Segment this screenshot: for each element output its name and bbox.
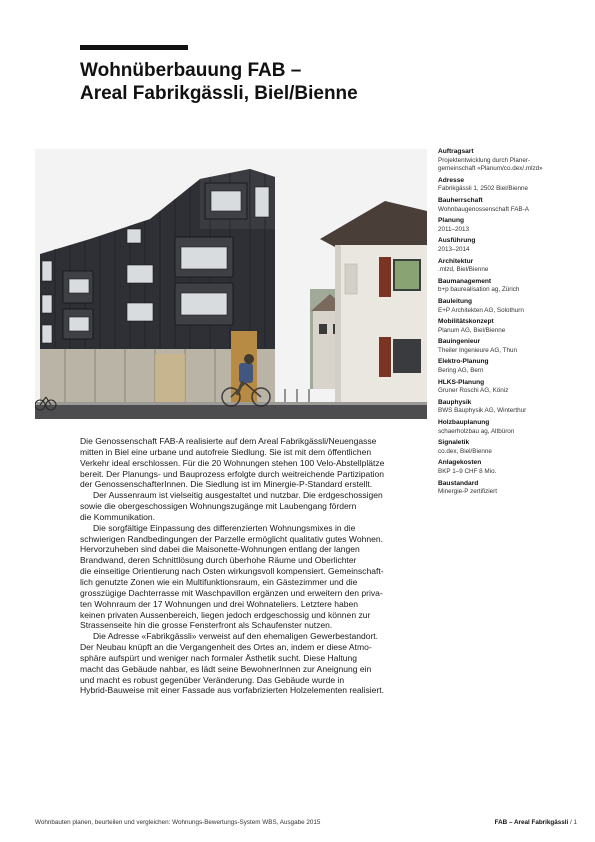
body-line: Der Neubau knüpft an die Vergangenheit des Ortes an, indem er diese Atmo-: [80, 642, 372, 653]
body-line: der GenossenschafterInnen. Die Siedlung ist im Minergie-P-Standard erstellt.: [80, 479, 373, 490]
body-line: Die Adresse «Fabrikgässli» verweist auf den ehemaligen Gewerbestandort.: [93, 631, 379, 642]
fact-label: Bauphysik: [438, 398, 472, 406]
fact-value: Gruner Roschi AG, Köniz: [438, 387, 509, 395]
fact-value: Theiler Ingenieure AG, Thun: [438, 346, 517, 354]
body-line: schwierigen Randbedingungen der Parzelle ermöglicht qualitativ gutes Wohnen.: [80, 533, 383, 544]
body-line: lich genutzte Zonen wie ein Multifunktionsraum, ein Gästezimmer und die: [80, 576, 358, 587]
fact-item: [438, 459, 588, 476]
body-line: Der Aussenraum ist vielseitig ausgestaltet und nutzbar. Die erdgeschossigen: [93, 490, 383, 501]
footer-project-name: FAB – Areal Fabrikgässli: [494, 819, 569, 826]
fact-label: Signaletik: [438, 439, 470, 447]
fact-label: Adresse: [438, 176, 465, 184]
building-photo: [35, 149, 427, 419]
fact-value: Fabrikgässli 1, 2502 Biel/Bienne: [438, 185, 528, 193]
fact-item: [438, 480, 588, 497]
fact-value: 2011–2013: [438, 225, 470, 233]
fact-label: Baustandard: [438, 479, 479, 487]
body-line: keinen privaten Aussenbereich, liegen jedoch erdgeschossig und können zur: [80, 609, 371, 620]
fact-item: [438, 399, 588, 416]
fact-label: Holzbauplanung: [438, 419, 490, 427]
title-line-1: Wohnüberbauung FAB –: [80, 60, 302, 81]
fact-value: E+P Architekten AG, Solothurn: [438, 306, 524, 314]
body-paragraph: [80, 490, 427, 523]
fact-item: [438, 278, 588, 295]
body-line: sphäre aufspürt und weniger nach formaler Ästhetik sucht. Diese Haltung: [80, 652, 357, 663]
fact-value: Bering AG, Bern: [438, 367, 484, 375]
fact-item: [438, 298, 588, 315]
fact-value: Wohnbaugenossenschaft FAB-A: [438, 205, 529, 213]
body-line: Die Genossenschaft FAB-A realisierte auf dem Areal Fabrikgässli/Neuengasse: [80, 436, 377, 446]
body-line: die einseitige Orientierung nach Osten wirkungsvoll kompensiert. Gemeinschaft-: [80, 566, 384, 577]
fact-value: b+p baurealisation ag, Zürich: [438, 286, 520, 294]
body-line: ten Wohnraum der 17 Wohnungen und drei Wohnateliers. Letztere haben: [80, 598, 358, 609]
fact-label: Ausführung: [438, 237, 476, 245]
title-line-2: Areal Fabrikgässli, Biel/Bienne: [80, 83, 358, 104]
footer-page-number: / 1: [568, 819, 577, 826]
fact-label: Elektro-Planung: [438, 358, 489, 366]
fact-value: gemeinschaft «Planum/co.dex/.mlzd»: [438, 165, 543, 173]
project-facts: [438, 148, 588, 500]
body-line: und macht es robust gegenüber Veränderung. Das Gebäude wurde in: [80, 674, 345, 685]
building-photo-illustration: [35, 149, 427, 419]
body-line: macht das Gebäude nahbar, es lädt seine BewohnerInnen zur Aneignung ein: [80, 663, 372, 674]
fact-label: Baumanagement: [438, 277, 492, 285]
fact-value: BKP 1–9 CHF 8 Mio.: [438, 468, 497, 475]
fact-label: HLKS-Planung: [438, 378, 485, 386]
page-title: [80, 59, 500, 105]
body-line: Hervorzuheben sind dabei die Maisonette-Wohnungen entlang der langen: [80, 544, 360, 555]
fact-label: Planung: [438, 217, 465, 225]
fact-label: Anlagekosten: [438, 459, 482, 467]
body-line: Strassenseite hin die grosse Fensterfront als Schaufenster nutzen.: [80, 620, 333, 631]
fact-label: Architektur: [438, 257, 474, 265]
body-line: Die sorgfältige Einpassung des differenzierten Wohnungsmixes in die: [93, 522, 356, 533]
fact-label: Bauleitung: [438, 297, 473, 305]
fact-value: Projektentwicklung durch Planer-: [438, 156, 531, 164]
fact-label: Auftragsart: [438, 148, 474, 155]
body-line: Hybrid-Bauweise mit einer Fassade aus vorfabrizierten Holzelementen realisiert.: [80, 685, 385, 696]
fact-label: Bauherrschaft: [438, 196, 483, 204]
fact-value: co.dex, Biel/Bienne: [438, 447, 492, 455]
body-line: grosszügige Dachterrasse mit Waschpavillon ergänzen und erweitern den priva-: [80, 587, 383, 598]
article-body: [80, 436, 427, 696]
fact-item: [438, 217, 588, 234]
body-line: sowie die obergeschossigen Wohnungszugänge mit Laubengang fördern: [80, 501, 357, 512]
body-paragraph: [80, 436, 427, 490]
fact-label: Mobilitätskonzept: [438, 318, 494, 326]
body-line: Brandwand, deren Schnittlösung durch überhohe Räume und Oberlichter: [80, 555, 357, 566]
body-paragraph: [80, 523, 427, 631]
fact-item: [438, 318, 588, 335]
fact-item: [438, 197, 588, 214]
fact-item: [438, 439, 588, 456]
footer-publication: Wohnbauten planen, beurteilen und vergleichen: Wohnungs-Bewertungs-System WBS, Ausgabe 2015: [35, 819, 321, 826]
fact-value: .mlzd, Biel/Bienne: [438, 266, 489, 274]
fact-item: [438, 237, 588, 254]
fact-value: 2013–2014: [438, 245, 470, 253]
fact-item: [438, 177, 588, 194]
footer-page-info: [495, 819, 577, 827]
fact-value: Planum AG, Biel/Bienne: [438, 326, 506, 334]
body-line: mitten in Biel eine urbane und autofreie Siedlung. Sie ist mit dem öffentlichen: [80, 446, 372, 457]
title-rule: [80, 45, 188, 50]
fact-item: [438, 358, 588, 375]
body-line: bereit. Der Planungs- und Bauprozess erfolgte durch weitreichende Partizipation: [80, 468, 385, 479]
body-line: die Kommunikation.: [80, 511, 156, 522]
body-line: Verkehr ideal erschlossen. Für die 20 Wohnungen stehen 100 Velo-Abstellplätze: [80, 457, 385, 468]
fact-item: [438, 148, 588, 174]
fact-value: schaerholzbau ag, Altbüron: [438, 427, 515, 435]
fact-item: [438, 258, 588, 275]
body-paragraph: [80, 631, 427, 696]
fact-label: Bauingenieur: [438, 338, 481, 346]
fact-value: Minergie-P zertifiziert: [438, 488, 498, 496]
fact-item: [438, 338, 588, 355]
fact-item: [438, 419, 588, 436]
fact-value: BWS Bauphysik AG, Winterthur: [438, 407, 527, 415]
fact-item: [438, 379, 588, 396]
